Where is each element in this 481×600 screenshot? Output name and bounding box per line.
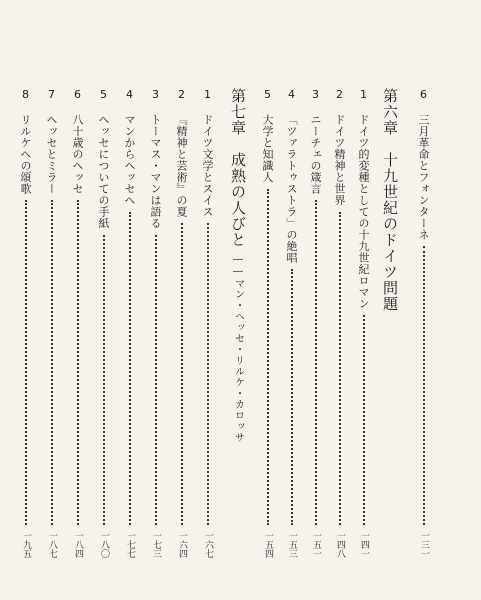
entry-title: トーマス・マンは語る xyxy=(149,113,162,229)
entry-number: 1 xyxy=(357,88,370,102)
toc-entry xyxy=(20,88,31,558)
toc-entry xyxy=(176,88,187,558)
dot-leader xyxy=(25,200,27,525)
dot-leader xyxy=(77,200,79,525)
entry-page: 一八四 xyxy=(73,531,83,558)
chapter-subtitle: ――マン・ヘッセ・リルケ・カロッサ xyxy=(232,254,244,443)
toc-entry xyxy=(98,88,109,558)
entry-number: 6 xyxy=(417,88,430,102)
entry-number: 4 xyxy=(123,88,136,102)
dot-leader xyxy=(129,212,131,526)
toc-entry xyxy=(202,88,213,558)
entry-page: 一五四 xyxy=(263,531,273,558)
entry-page: 一七三 xyxy=(151,531,161,558)
toc-entry xyxy=(334,88,345,558)
entry-title: マンからヘッセへ xyxy=(123,113,136,206)
entry-number: 3 xyxy=(149,88,162,102)
entry-page: 一八七 xyxy=(47,531,57,558)
entry-page: 一八〇 xyxy=(99,531,109,558)
dot-leader xyxy=(103,235,105,526)
entry-page: 一四八 xyxy=(335,531,345,558)
entry-title: リルケへの頌歌 xyxy=(19,113,32,194)
toc-entry xyxy=(46,88,57,558)
entry-page: 一四一 xyxy=(359,531,369,558)
dot-leader xyxy=(363,315,365,525)
entry-page: 一六七 xyxy=(203,531,213,558)
entry-title: 「ツァラトゥストラ」の絶唱 xyxy=(285,113,298,263)
dot-leader xyxy=(423,246,425,525)
entry-number: 3 xyxy=(309,88,322,102)
dot-leader xyxy=(155,235,157,526)
toc-entry xyxy=(262,88,273,558)
entry-number: 1 xyxy=(201,88,214,102)
entry-title: ニーチェの箴言 xyxy=(309,113,322,194)
toc-entry xyxy=(418,88,429,558)
toc-entry xyxy=(358,88,369,558)
entry-page: 一五一 xyxy=(311,531,321,558)
dot-leader xyxy=(339,212,341,526)
entry-title: ドイツ精神と世界 xyxy=(333,113,346,206)
entry-title: ヘッセについての手紙 xyxy=(97,113,110,229)
dot-leader xyxy=(291,269,293,525)
chapter-title: 第七章 成熟の人びと xyxy=(229,88,247,248)
entry-title: 『精神と芸術』の夏 xyxy=(175,113,188,217)
entry-page: 一九五 xyxy=(21,531,31,558)
entry-page: 一六四 xyxy=(177,531,187,558)
entry-number: 2 xyxy=(175,88,188,102)
entry-number: 5 xyxy=(261,88,274,102)
entry-number: 2 xyxy=(333,88,346,102)
entry-number: 7 xyxy=(45,88,58,102)
entry-number: 8 xyxy=(19,88,32,102)
entry-title: ドイツ的変種としての十九世紀ロマン xyxy=(357,113,370,309)
entry-title: ドイツ文学とスイス xyxy=(201,113,214,217)
dot-leader xyxy=(207,223,209,525)
entry-title: 八十歳のヘッセ xyxy=(71,113,84,194)
entry-title: 三月革命とフォンターネ xyxy=(417,113,430,240)
toc-entry xyxy=(72,88,83,558)
toc-entry xyxy=(286,88,297,558)
dot-leader xyxy=(315,200,317,525)
entry-title: ヘッセとミラー xyxy=(45,113,58,194)
dot-leader xyxy=(181,223,183,525)
entry-page: 一五三 xyxy=(287,531,297,558)
toc-entry xyxy=(310,88,321,558)
toc-entry xyxy=(150,88,161,558)
entry-number: 4 xyxy=(285,88,298,102)
chapter-heading xyxy=(382,88,397,338)
entry-number: 6 xyxy=(71,88,84,102)
entry-number: 5 xyxy=(97,88,110,102)
dot-leader xyxy=(51,200,53,525)
entry-title: 大学と知識人 xyxy=(261,113,274,183)
entry-page: 一三一 xyxy=(419,531,429,558)
toc-entry xyxy=(124,88,135,558)
entry-page: 一七七 xyxy=(125,531,135,558)
chapter-title: 第六章 十九世紀のドイツ問題 xyxy=(381,88,399,312)
chapter-heading xyxy=(230,88,245,508)
dot-leader xyxy=(267,189,269,526)
